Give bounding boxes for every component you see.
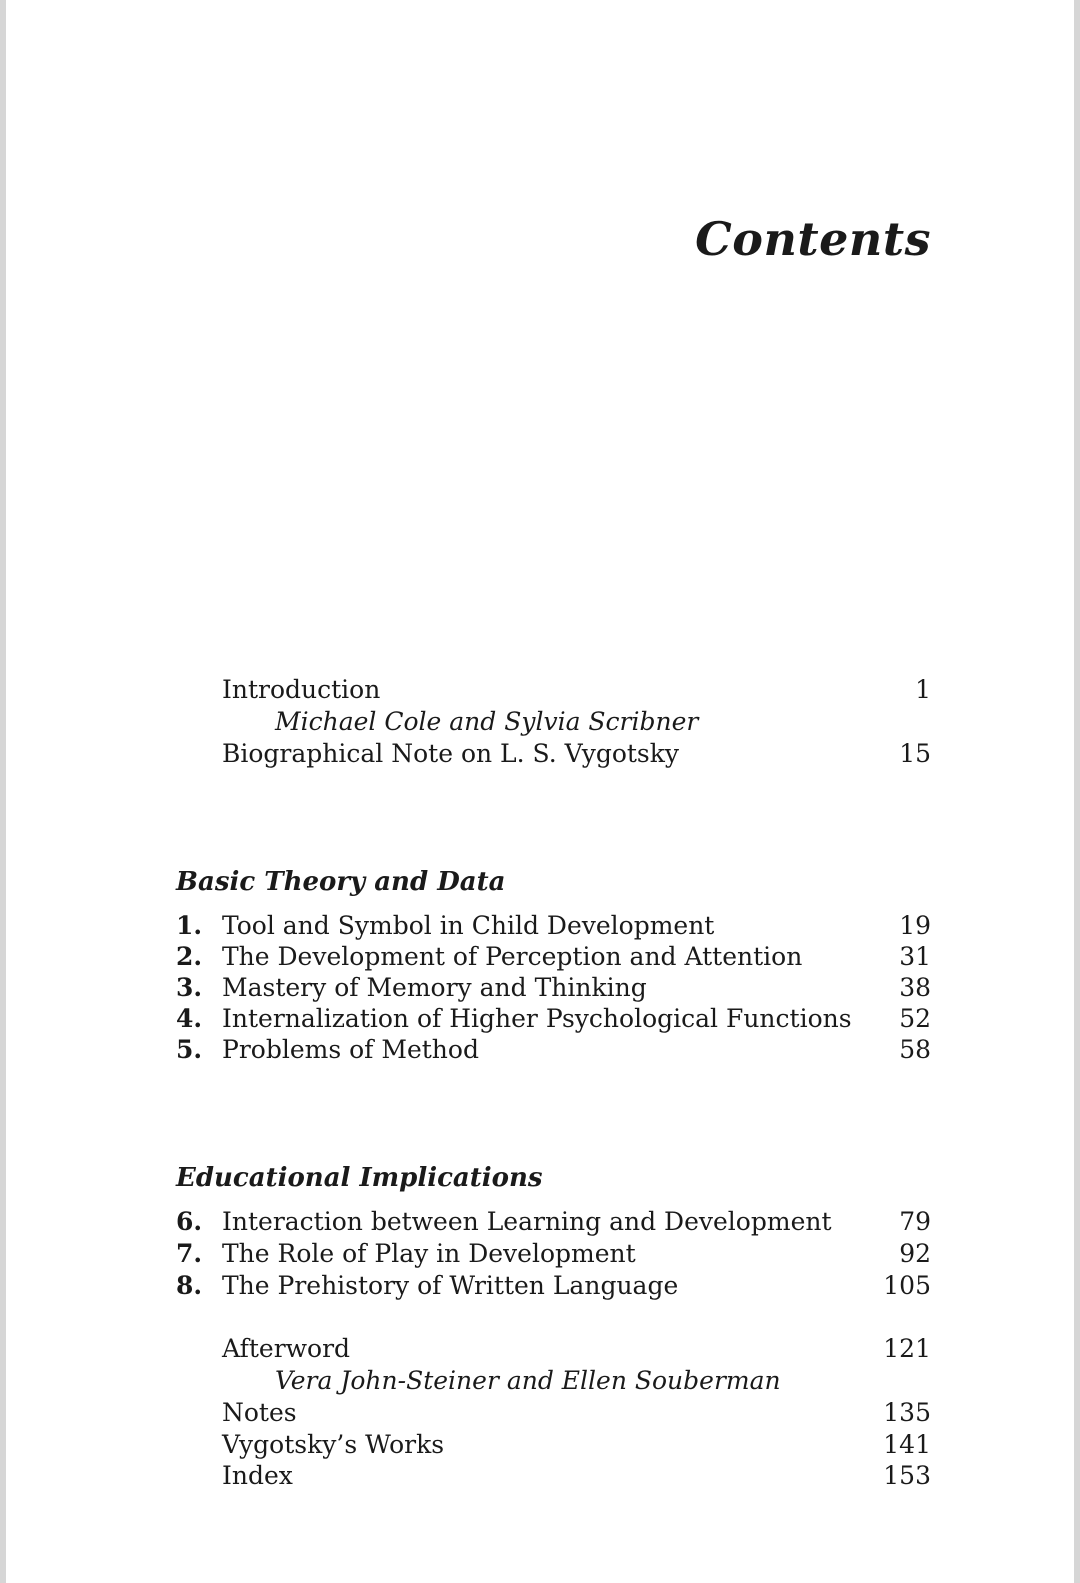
section-heading-basic-theory: Basic Theory and Data	[176, 867, 506, 897]
toc-chapter-4[interactable]	[6, 1003, 1074, 1035]
chapter-page: 79	[899, 1207, 931, 1236]
toc-chapter-2[interactable]	[6, 941, 1074, 973]
chapter-title: Internalization of Higher Psychological Functions	[222, 1004, 852, 1033]
toc-entry-afterword-authors	[6, 1365, 1074, 1397]
toc-entry-index[interactable]	[6, 1460, 1074, 1492]
chapter-page: 105	[883, 1271, 931, 1300]
chapter-page: 31	[899, 942, 931, 971]
toc-entry-authors-label: Michael Cole and Sylvia Scribner	[275, 707, 699, 736]
chapter-number: 4.	[176, 1004, 203, 1033]
toc-entry-page: 121	[883, 1334, 931, 1363]
toc-chapter-7[interactable]	[6, 1238, 1074, 1270]
section-heading-educational-implications: Educational Implications	[176, 1163, 543, 1193]
toc-entry-label: Biographical Note on L. S. Vygotsky	[222, 739, 680, 768]
chapter-number: 1.	[176, 911, 203, 940]
toc-chapter-3[interactable]	[6, 972, 1074, 1004]
toc-entry-label: Introduction	[222, 675, 381, 704]
toc-entry-page: 15	[899, 739, 931, 768]
toc-chapter-8[interactable]	[6, 1270, 1074, 1302]
toc-chapter-5[interactable]	[6, 1034, 1074, 1066]
chapter-number: 2.	[176, 942, 203, 971]
chapter-page: 19	[899, 911, 931, 940]
toc-entry-authors	[6, 706, 1074, 738]
book-page	[6, 0, 1074, 1583]
chapter-title: Interaction between Learning and Development	[222, 1207, 832, 1236]
toc-entry-page: 153	[883, 1461, 931, 1490]
chapter-title: The Role of Play in Development	[222, 1239, 636, 1268]
toc-entry-introduction[interactable]	[6, 674, 1074, 706]
chapter-page: 38	[899, 973, 931, 1002]
toc-entry-afterword[interactable]	[6, 1333, 1074, 1365]
chapter-page: 58	[899, 1035, 931, 1064]
chapter-number: 8.	[176, 1271, 203, 1300]
toc-entry-page: 141	[883, 1430, 931, 1459]
toc-entry-label: Notes	[222, 1398, 297, 1427]
toc-entry-label: Vygotsky’s Works	[222, 1430, 445, 1459]
chapter-title: Tool and Symbol in Child Development	[222, 911, 715, 940]
chapter-number: 7.	[176, 1239, 203, 1268]
toc-entry-authors-label: Vera John-Steiner and Ellen Souberman	[275, 1366, 781, 1395]
chapter-title: Mastery of Memory and Thinking	[222, 973, 647, 1002]
chapter-number: 6.	[176, 1207, 203, 1236]
toc-chapter-1[interactable]	[6, 910, 1074, 942]
chapter-number: 5.	[176, 1035, 203, 1064]
toc-entry-label: Afterword	[222, 1334, 351, 1363]
toc-entry-label: Index	[222, 1461, 293, 1490]
chapter-number: 3.	[176, 973, 203, 1002]
page-title: Contents	[695, 212, 931, 266]
chapter-title: The Development of Perception and Attention	[222, 942, 803, 971]
toc-entry-page: 1	[915, 675, 931, 704]
chapter-page: 92	[899, 1239, 931, 1268]
chapter-title: Problems of Method	[222, 1035, 479, 1064]
toc-entry-page: 135	[883, 1398, 931, 1427]
chapter-page: 52	[899, 1004, 931, 1033]
toc-entry-notes[interactable]	[6, 1397, 1074, 1429]
chapter-title: The Prehistory of Written Language	[222, 1271, 679, 1300]
toc-entry-vygotskys-works[interactable]	[6, 1429, 1074, 1461]
toc-chapter-6[interactable]	[6, 1206, 1074, 1238]
toc-entry-biographical-note[interactable]	[6, 738, 1074, 770]
